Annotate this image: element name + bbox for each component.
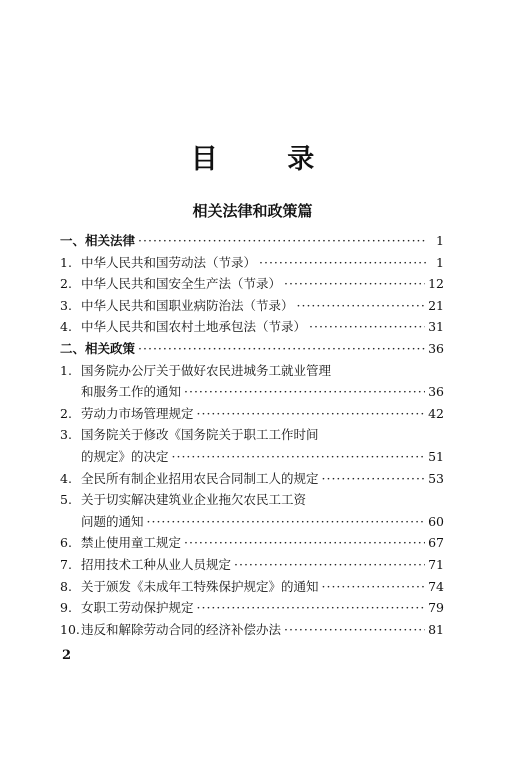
leader-dots bbox=[184, 381, 425, 403]
entry-page: 31 bbox=[428, 319, 444, 335]
toc-entry[interactable] bbox=[60, 532, 444, 554]
section-label: 相关法律 bbox=[85, 233, 136, 248]
entry-number: 3. bbox=[60, 297, 72, 313]
entry-number: 5. bbox=[60, 492, 72, 508]
entry-page: 79 bbox=[428, 600, 444, 616]
toc-entry[interactable] bbox=[60, 273, 444, 295]
leader-dots bbox=[197, 597, 426, 619]
entry-page: 71 bbox=[428, 556, 444, 572]
entry-page: 1 bbox=[436, 254, 444, 270]
leader-dots bbox=[284, 273, 425, 295]
toc-entry[interactable] bbox=[60, 468, 444, 490]
section-number: 一、 bbox=[60, 233, 86, 248]
leader-dots bbox=[138, 338, 425, 360]
entry-title: 关于切实解决建筑业企业拖欠农民工工资 bbox=[81, 492, 307, 508]
entry-title: 中华人民共和国安全生产法（节录） bbox=[81, 276, 282, 292]
toc-entry[interactable] bbox=[60, 295, 444, 317]
entry-page: 42 bbox=[428, 405, 444, 421]
entry-number: 7. bbox=[60, 556, 72, 572]
entry-page: 67 bbox=[428, 535, 444, 551]
page-title: 目 录 bbox=[190, 144, 345, 175]
leader-dots bbox=[138, 230, 427, 252]
entry-number: 1. bbox=[60, 362, 72, 378]
entry-title: 中华人民共和国农村土地承包法（节录） bbox=[81, 319, 307, 335]
toc-entry[interactable] bbox=[60, 576, 444, 598]
entry-number: 3. bbox=[60, 427, 72, 443]
entry-title-continued: 问题的通知 bbox=[81, 513, 144, 529]
entry-title: 劳动力市场管理规定 bbox=[81, 405, 194, 421]
toc-entry[interactable] bbox=[60, 403, 444, 425]
toc-entry-continuation[interactable] bbox=[60, 446, 444, 468]
part-heading: 相关法律和政策篇 bbox=[192, 202, 313, 220]
entry-title: 违反和解除劳动合同的经济补偿办法 bbox=[81, 621, 282, 637]
entry-page: 60 bbox=[428, 513, 444, 529]
entry-title: 中华人民共和国职业病防治法（节录） bbox=[81, 297, 294, 313]
toc-section-laws[interactable] bbox=[60, 230, 444, 252]
entry-page: 12 bbox=[428, 276, 444, 292]
entry-title: 女职工劳动保护规定 bbox=[81, 600, 194, 616]
entry-number: 9. bbox=[60, 600, 72, 616]
leader-dots bbox=[309, 316, 425, 338]
entry-number: 2. bbox=[60, 405, 72, 421]
leader-dots bbox=[322, 576, 426, 598]
entry-page: 51 bbox=[428, 448, 444, 464]
entry-page: 36 bbox=[428, 384, 444, 400]
section-page: 1 bbox=[436, 233, 444, 248]
leader-dots bbox=[172, 446, 426, 468]
leader-dots bbox=[197, 403, 426, 425]
leader-dots bbox=[147, 511, 426, 533]
entry-title: 国务院办公厅关于做好农民进城务工就业管理 bbox=[81, 362, 332, 378]
table-of-contents bbox=[60, 230, 444, 640]
section-number: 二、 bbox=[60, 340, 86, 356]
entry-title: 禁止使用童工规定 bbox=[81, 535, 182, 551]
leader-dots bbox=[234, 554, 425, 576]
entry-number: 6. bbox=[60, 535, 72, 551]
section-label: 相关政策 bbox=[85, 340, 136, 356]
leader-dots bbox=[284, 619, 425, 641]
toc-entry[interactable] bbox=[60, 489, 444, 511]
page-number: 2 bbox=[62, 648, 72, 663]
toc-entry[interactable] bbox=[60, 316, 444, 338]
leader-dots bbox=[184, 532, 425, 554]
entry-number: 1. bbox=[60, 254, 72, 270]
entry-number: 10. bbox=[60, 621, 80, 637]
toc-entry[interactable] bbox=[60, 619, 444, 641]
entry-page: 21 bbox=[428, 297, 444, 313]
entry-title: 全民所有制企业招用农民合同制工人的规定 bbox=[81, 470, 319, 486]
toc-section-policies[interactable] bbox=[60, 338, 444, 360]
toc-entry[interactable] bbox=[60, 360, 444, 382]
toc-entry[interactable] bbox=[60, 424, 444, 446]
entry-page: 81 bbox=[428, 621, 444, 637]
leader-dots bbox=[297, 295, 426, 317]
entry-title: 中华人民共和国劳动法（节录） bbox=[81, 254, 257, 270]
entry-title: 国务院关于修改《国务院关于职工工作时间 bbox=[81, 427, 319, 443]
entry-number: 4. bbox=[60, 470, 72, 486]
entry-number: 8. bbox=[60, 578, 72, 594]
entry-page: 53 bbox=[428, 470, 444, 486]
entry-title-continued: 的规定》的决定 bbox=[81, 448, 169, 464]
leader-dots bbox=[259, 252, 427, 274]
entry-number: 2. bbox=[60, 276, 72, 292]
toc-entry[interactable] bbox=[60, 252, 444, 274]
toc-entry[interactable] bbox=[60, 597, 444, 619]
section-page: 36 bbox=[428, 340, 444, 356]
entry-title-continued: 和服务工作的通知 bbox=[81, 384, 182, 400]
entry-number: 4. bbox=[60, 319, 72, 335]
entry-page: 74 bbox=[428, 578, 444, 594]
toc-entry-continuation[interactable] bbox=[60, 381, 444, 403]
entry-title: 关于颁发《未成年工特殊保护规定》的通知 bbox=[81, 578, 319, 594]
toc-entry[interactable] bbox=[60, 554, 444, 576]
entry-title: 招用技术工种从业人员规定 bbox=[81, 556, 232, 572]
toc-entry-continuation[interactable] bbox=[60, 511, 444, 533]
leader-dots bbox=[322, 468, 426, 490]
